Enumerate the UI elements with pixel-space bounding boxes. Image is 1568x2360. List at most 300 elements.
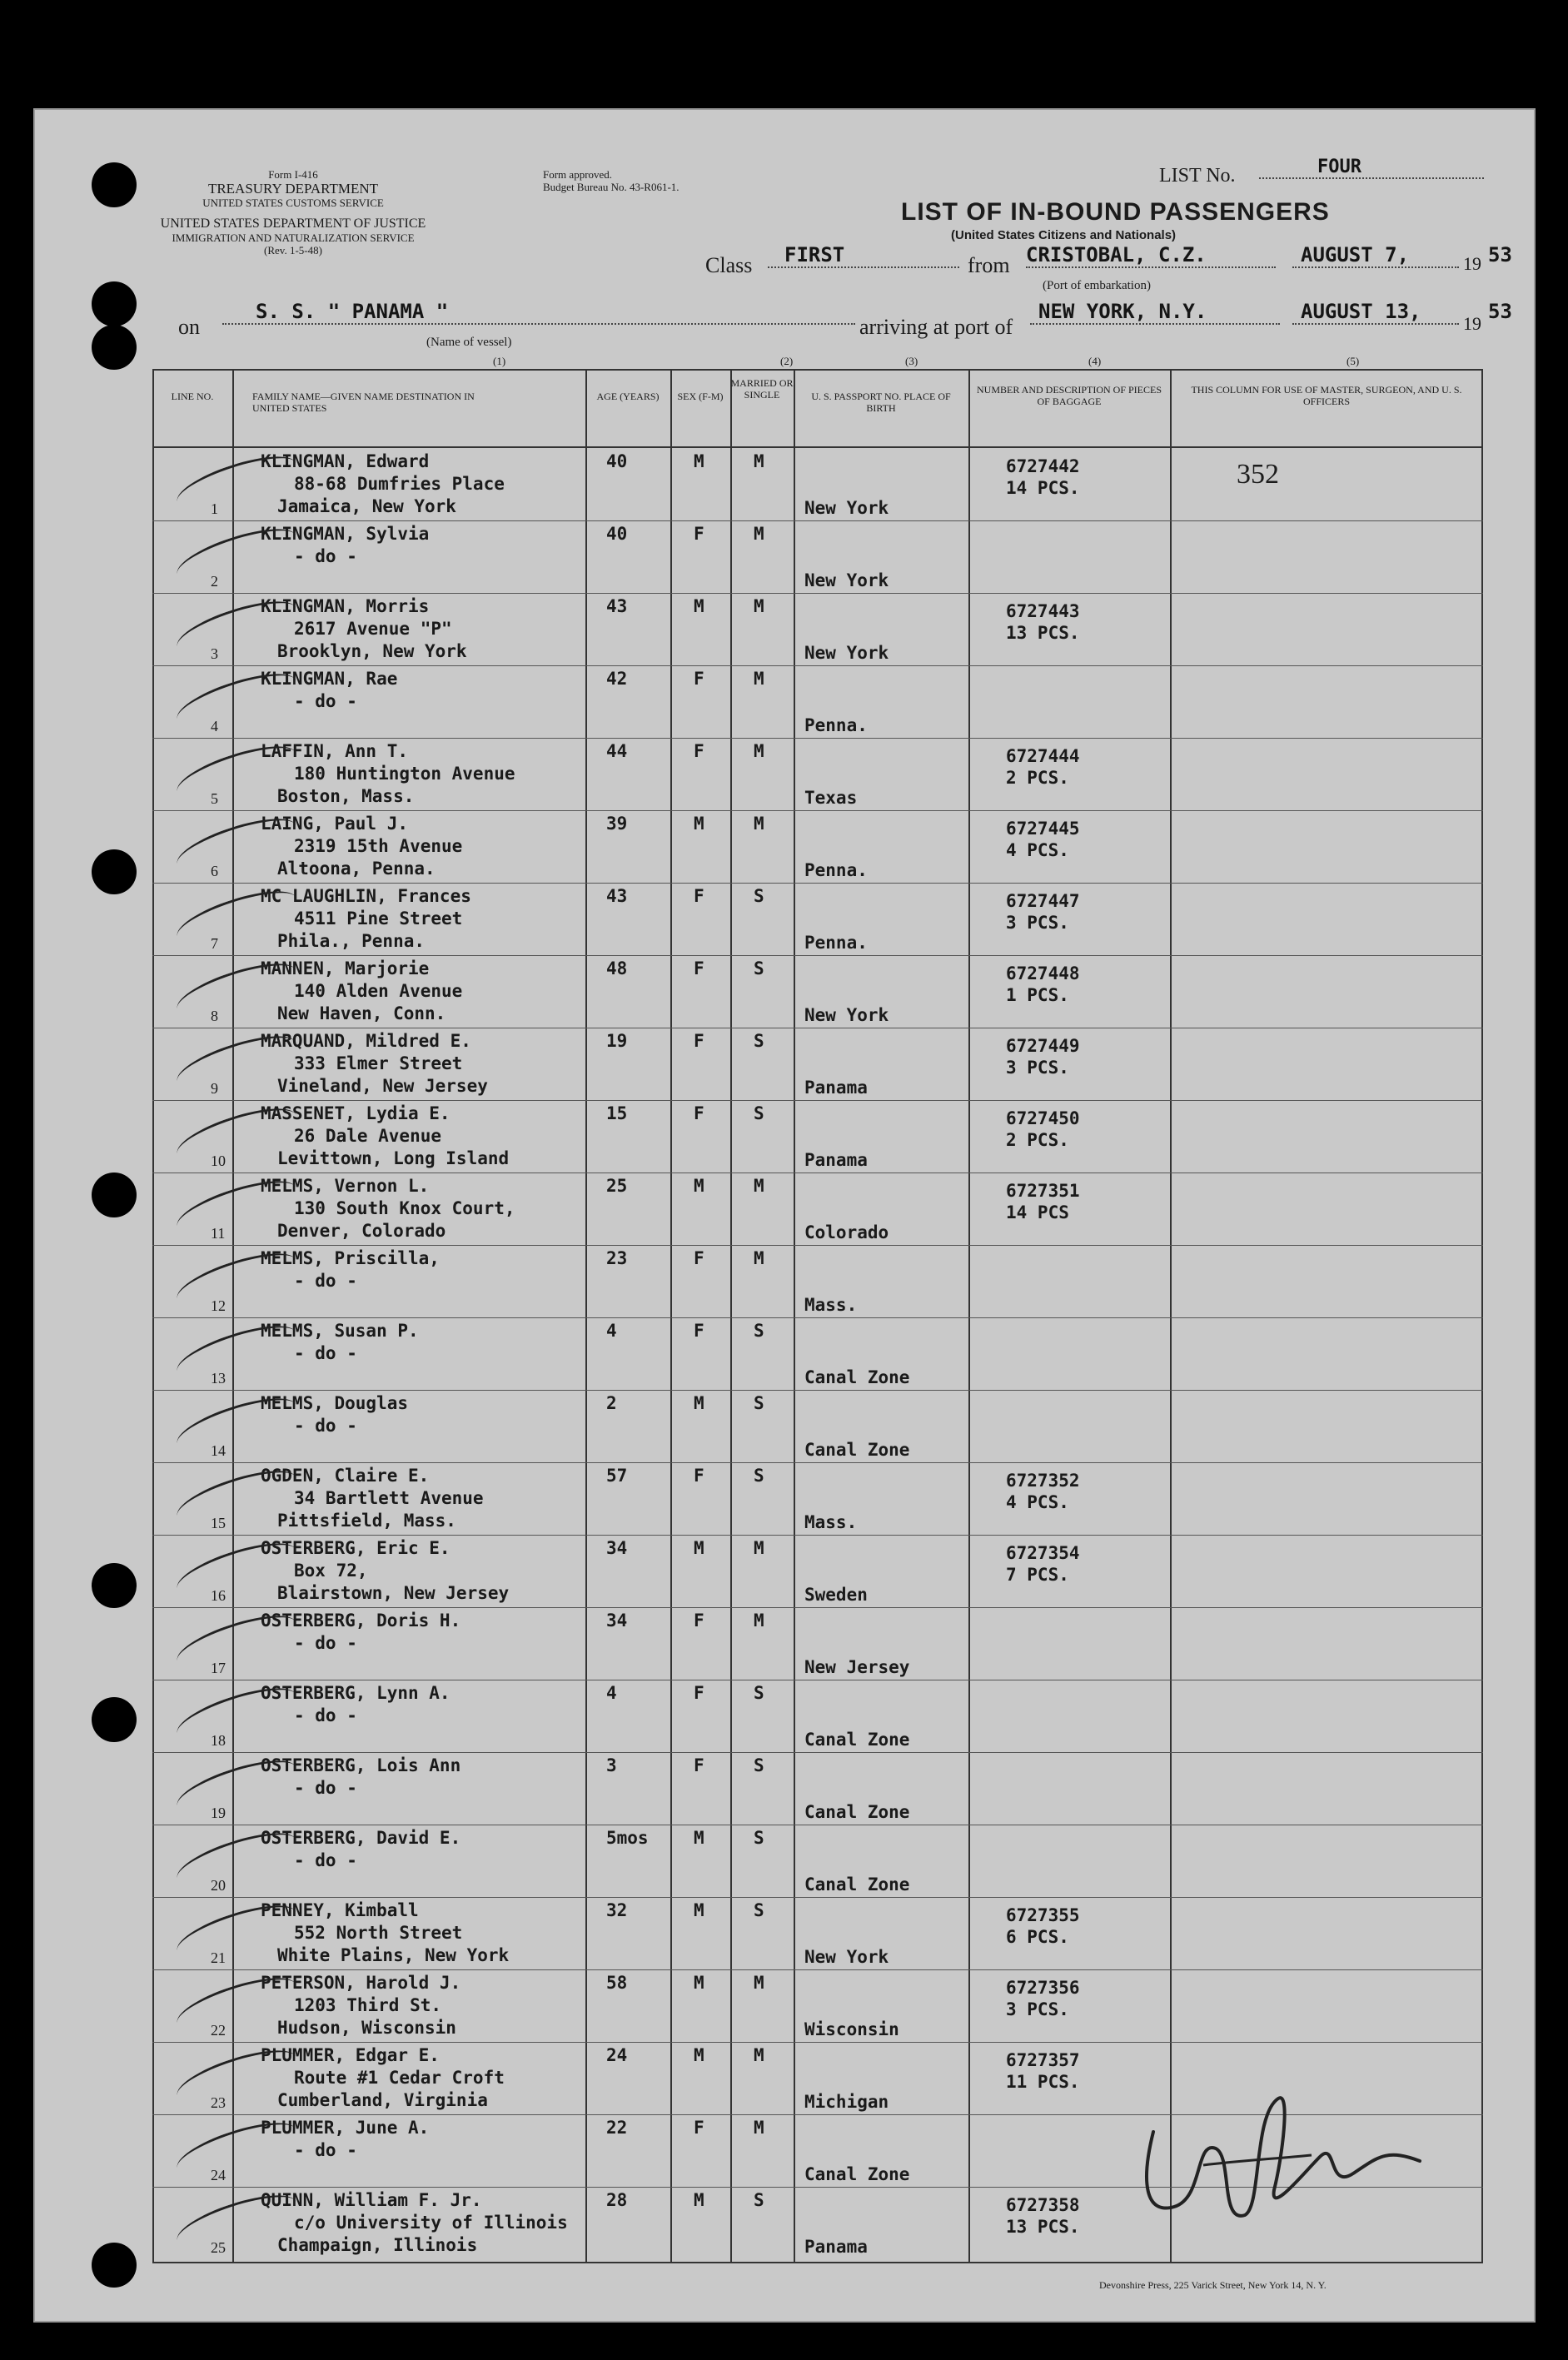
address-line-1: - do - (294, 1850, 357, 1870)
marital-status: M (754, 1176, 764, 1196)
passenger-name: MASSENET, Lydia E. (261, 1103, 450, 1123)
address-line-2: Altoona, Penna. (277, 859, 436, 879)
marital-status: M (754, 524, 764, 544)
header-divider (152, 446, 1483, 448)
place-of-birth: Canal Zone (804, 1875, 910, 1894)
marital-status: S (754, 2190, 764, 2210)
baggage-pieces: 14 PCS (1006, 1202, 1069, 1222)
sex-value: F (694, 1248, 704, 1268)
address-line-1: 2319 15th Avenue (294, 836, 463, 856)
line-number: 22 (211, 2022, 226, 2039)
justice-block (160, 217, 426, 256)
class-value: FIRST (768, 243, 959, 268)
header-baggage: NUMBER AND DESCRIPTION OF PIECES OF BAGGAGE (976, 384, 1162, 407)
passenger-name: MELMS, Priscilla, (261, 1248, 440, 1268)
passenger-name: MELMS, Douglas (261, 1393, 409, 1413)
marital-status: S (754, 1393, 764, 1413)
line-number: 14 (211, 1442, 226, 1459)
page-subtitle: (United States Citizens and Nationals) (951, 228, 1177, 242)
age-value: 34 (606, 1611, 628, 1631)
baggage-number: 6727442 (1006, 456, 1080, 476)
sex-value: F (694, 1755, 704, 1775)
customs-service: UNITED STATES CUSTOMS SERVICE (202, 197, 384, 209)
place-of-birth: New York (804, 643, 889, 663)
col-num-5: (5) (1346, 355, 1360, 367)
address-line-1: 1203 Third St. (294, 1995, 442, 2015)
passenger-name: QUINN, William F. Jr. (261, 2190, 482, 2210)
line-number: 12 (211, 1297, 226, 1314)
marital-status: M (754, 2118, 764, 2138)
passenger-name: OSTERBERG, Doris H. (261, 1611, 461, 1631)
binder-hole (92, 849, 137, 894)
arrival-year-prefix: 19 (1463, 313, 1481, 334)
table-row (152, 521, 1483, 593)
line-number: 6 (211, 863, 218, 879)
address-line-2: White Plains, New York (277, 1945, 510, 1965)
baggage-number: 6727448 (1006, 963, 1080, 983)
marital-status: M (754, 1611, 764, 1631)
baggage-pieces: 3 PCS. (1006, 1999, 1069, 2019)
place-of-birth: Penna. (804, 860, 868, 880)
depart-year: 53 (1488, 243, 1512, 266)
address-line-1: 180 Huntington Avenue (294, 764, 515, 784)
vessel-label: (Name of vessel) (426, 336, 512, 349)
baggage-pieces: 14 PCS. (1006, 478, 1080, 498)
check-mark (172, 664, 301, 736)
passenger-name: KLINGMAN, Rae (261, 669, 398, 689)
line-number: 24 (211, 2167, 226, 2183)
sex-value: M (694, 1176, 704, 1196)
table-row (152, 666, 1483, 738)
marital-status: M (754, 1538, 764, 1558)
sex-value: M (694, 1393, 704, 1413)
list-no-value: FOUR (1259, 157, 1484, 179)
binder-hole (92, 1173, 137, 1217)
baggage-number: 6727443 (1006, 601, 1080, 621)
address-line-1: c/o University of Illinois (294, 2213, 568, 2233)
place-of-birth: Colorado (804, 1222, 889, 1242)
sex-value: M (694, 2190, 704, 2210)
sex-value: F (694, 2118, 704, 2138)
passenger-name: MANNEN, Marjorie (261, 958, 430, 978)
baggage-pieces: 7 PCS. (1006, 1565, 1069, 1585)
line-number: 21 (211, 1949, 226, 1966)
address-line-1: - do - (294, 1705, 357, 1725)
passenger-table (152, 369, 1483, 2263)
passenger-name: OGDEN, Claire E. (261, 1466, 430, 1486)
address-line-1: Route #1 Cedar Croft (294, 2068, 505, 2088)
check-mark (172, 1388, 301, 1461)
address-line-2: Champaign, Illinois (277, 2235, 478, 2255)
line-number: 11 (211, 1225, 226, 1242)
table-row (152, 1970, 1483, 2042)
col-num-2: (2) (780, 355, 794, 367)
marital-status: M (754, 451, 764, 471)
col-num-3: (3) (905, 355, 918, 367)
baggage-pieces: 2 PCS. (1006, 768, 1069, 788)
passenger-name: OSTERBERG, Lois Ann (261, 1755, 461, 1775)
age-value: 4 (606, 1321, 617, 1341)
header-sex: SEX (F-M) (677, 391, 724, 402)
passenger-name: MELMS, Susan P. (261, 1321, 419, 1341)
sex-value: F (694, 1321, 704, 1341)
table-row (152, 1753, 1483, 1825)
address-line-1: - do - (294, 2140, 357, 2160)
list-no-label: LIST No. (1159, 165, 1236, 187)
place-of-birth: New Jersey (804, 1657, 910, 1677)
marital-status: M (754, 1248, 764, 1268)
passenger-name: PLUMMER, June A. (261, 2118, 430, 2138)
address-line-1: 4511 Pine Street (294, 909, 463, 929)
table-row (152, 1825, 1483, 1897)
baggage-number: 6727354 (1006, 1543, 1080, 1563)
place-of-birth: New York (804, 570, 889, 590)
baggage-pieces: 2 PCS. (1006, 1130, 1069, 1150)
binder-hole (92, 281, 137, 326)
line-number: 15 (211, 1515, 226, 1531)
age-value: 15 (606, 1103, 628, 1123)
header-married: MARRIED OR SINGLE (730, 377, 794, 401)
check-mark (172, 519, 301, 591)
marital-status: M (754, 814, 764, 834)
age-value: 44 (606, 741, 628, 761)
table-row (152, 739, 1483, 810)
binder-hole (92, 1697, 137, 1742)
passenger-name: MARQUAND, Mildred E. (261, 1031, 471, 1051)
place-of-birth: Mass. (804, 1295, 858, 1315)
address-line-2: Pittsfield, Mass. (277, 1511, 456, 1531)
address-line-1: - do - (294, 1271, 357, 1291)
sex-value: F (694, 524, 704, 544)
from-value: CRISTOBAL, C.Z. (1026, 243, 1276, 268)
place-of-birth: New York (804, 1947, 889, 1967)
sex-value: M (694, 1828, 704, 1848)
sex-value: F (694, 1031, 704, 1051)
sex-value: M (694, 1973, 704, 1993)
arrival-date: AUGUST 13, (1292, 300, 1459, 325)
line-number: 8 (211, 1008, 218, 1024)
age-value: 19 (606, 1031, 628, 1051)
baggage-number: 6727447 (1006, 891, 1080, 911)
marital-status: S (754, 886, 764, 906)
sex-value: F (694, 1466, 704, 1486)
check-mark (172, 2113, 301, 2185)
baggage-number: 6727444 (1006, 746, 1080, 766)
form-rev: (Rev. 1-5-48) (264, 244, 322, 256)
table-row (152, 1318, 1483, 1390)
binder-hole (92, 2243, 137, 2288)
address-line-1: - do - (294, 1633, 357, 1653)
marital-status: S (754, 1755, 764, 1775)
sex-value: F (694, 958, 704, 978)
table-row (152, 449, 1483, 520)
col-num-4: (4) (1088, 355, 1102, 367)
sex-value: F (694, 741, 704, 761)
baggage-pieces: 13 PCS. (1006, 623, 1080, 643)
sex-value: F (694, 1103, 704, 1123)
table-row (152, 1246, 1483, 1317)
table-row (152, 1536, 1483, 1607)
place-of-birth: Canal Zone (804, 1802, 910, 1822)
line-number: 4 (211, 718, 218, 734)
form-approved: Form approved. (543, 168, 613, 181)
address-line-2: Brooklyn, New York (277, 641, 467, 661)
ins-service: IMMIGRATION AND NATURALIZATION SERVICE (172, 232, 415, 244)
binder-hole (92, 1563, 137, 1608)
sex-value: M (694, 596, 704, 616)
line-number: 9 (211, 1080, 218, 1097)
baggage-pieces: 1 PCS. (1006, 985, 1069, 1005)
line-number: 7 (211, 935, 218, 952)
age-value: 2 (606, 1393, 617, 1413)
depart-date: AUGUST 7, (1292, 243, 1459, 268)
table-row (152, 1173, 1483, 1245)
passenger-name: KLINGMAN, Sylvia (261, 524, 430, 544)
baggage-number: 6727445 (1006, 819, 1080, 839)
place-of-birth: Penna. (804, 715, 868, 735)
place-of-birth: Penna. (804, 933, 868, 953)
address-line-1: - do - (294, 691, 357, 711)
passenger-name: MC LAUGHLIN, Frances (261, 886, 471, 906)
age-value: 43 (606, 596, 628, 616)
header-officers: THIS COLUMN FOR USE OF MASTER, SURGEON, AND U. S. OFFICERS (1191, 384, 1462, 407)
passenger-name: OSTERBERG, Eric E. (261, 1538, 450, 1558)
marital-status: S (754, 1683, 764, 1703)
table-row (152, 1463, 1483, 1535)
age-value: 39 (606, 814, 628, 834)
address-line-1: 130 South Knox Court, (294, 1198, 515, 1218)
address-line-2: Boston, Mass. (277, 786, 415, 806)
place-of-birth: New York (804, 498, 889, 518)
binder-hole (92, 325, 137, 370)
form-identity (168, 168, 418, 209)
age-value: 24 (606, 2045, 628, 2065)
place-of-birth: Canal Zone (804, 1440, 910, 1460)
marital-status: M (754, 596, 764, 616)
line-number: 17 (211, 1660, 226, 1676)
line-number: 3 (211, 645, 218, 662)
baggage-pieces: 11 PCS. (1006, 2072, 1080, 2092)
sex-value: M (694, 451, 704, 471)
age-value: 5mos (606, 1828, 649, 1848)
passenger-name: LAING, Paul J. (261, 814, 409, 834)
passenger-name: LAFFIN, Ann T. (261, 741, 409, 761)
approval-block (543, 168, 679, 193)
line-number: 1 (211, 500, 218, 517)
table-row (152, 594, 1483, 665)
address-line-1: 140 Alden Avenue (294, 981, 463, 1001)
marital-status: S (754, 1031, 764, 1051)
baggage-pieces: 13 PCS. (1006, 2217, 1080, 2237)
baggage-number: 6727449 (1006, 1036, 1080, 1056)
baggage-pieces: 3 PCS. (1006, 913, 1069, 933)
table-row (152, 884, 1483, 955)
table-row (152, 1898, 1483, 1969)
line-number: 23 (211, 2094, 226, 2111)
marital-status: S (754, 1466, 764, 1486)
check-mark (172, 1243, 301, 1316)
marital-status: S (754, 1321, 764, 1341)
header-line-no: LINE NO. (171, 391, 214, 402)
line-number: 19 (211, 1805, 226, 1821)
address-line-1: - do - (294, 1778, 357, 1798)
place-of-birth: Sweden (804, 1585, 868, 1605)
sex-value: M (694, 2045, 704, 2065)
sex-value: M (694, 1538, 704, 1558)
age-value: 58 (606, 1973, 628, 1993)
treasury-dept: TREASURY DEPARTMENT (207, 181, 379, 197)
header-name: FAMILY NAME—GIVEN NAME DESTINATION IN UNITED STATES (252, 391, 475, 414)
age-value: 42 (606, 669, 628, 689)
age-value: 57 (606, 1466, 628, 1486)
address-line-2: Jamaica, New York (277, 496, 456, 516)
class-label: Class (705, 253, 753, 277)
baggage-number: 6727352 (1006, 1471, 1080, 1491)
address-line-1: 333 Elmer Street (294, 1053, 463, 1073)
address-line-1: 552 North Street (294, 1923, 463, 1943)
col-num-1: (1) (493, 355, 506, 367)
officer-note: 352 (1237, 459, 1279, 490)
address-line-1: - do - (294, 546, 357, 566)
table-row (152, 1680, 1483, 1752)
passenger-name: KLINGMAN, Edward (261, 451, 430, 471)
place-of-birth: Wisconsin (804, 2019, 899, 2039)
age-value: 4 (606, 1683, 617, 1703)
age-value: 28 (606, 2190, 628, 2210)
age-value: 40 (606, 524, 628, 544)
address-line-1: 2617 Avenue "P" (294, 619, 452, 639)
place-of-birth: Panama (804, 2237, 868, 2257)
address-line-2: Blairstown, New Jersey (277, 1583, 510, 1603)
baggage-number: 6727351 (1006, 1181, 1080, 1201)
header-passport: U. S. PASSPORT NO. PLACE OF BIRTH (811, 391, 951, 414)
table-row (152, 1101, 1483, 1173)
marital-status: M (754, 741, 764, 761)
table-row (152, 1391, 1483, 1462)
age-value: 23 (606, 1248, 628, 1268)
passenger-name: OSTERBERG, David E. (261, 1828, 461, 1848)
address-line-1: 26 Dale Avenue (294, 1126, 442, 1146)
form-number: Form I-416 (268, 168, 318, 181)
place-of-birth: Canal Zone (804, 1730, 910, 1750)
baggage-pieces: 4 PCS. (1006, 840, 1069, 860)
budget-bureau: Budget Bureau No. 43-R061-1. (543, 181, 679, 193)
justice-dept: UNITED STATES DEPARTMENT OF JUSTICE (160, 217, 426, 231)
place-of-birth: Panama (804, 1150, 868, 1170)
baggage-pieces: 4 PCS. (1006, 1492, 1069, 1512)
baggage-number: 6727355 (1006, 1905, 1080, 1925)
arrival-port: NEW YORK, N.Y. (1030, 300, 1280, 325)
sex-value: F (694, 1683, 704, 1703)
baggage-number: 6727450 (1006, 1108, 1080, 1128)
passenger-name: PENNEY, Kimball (261, 1900, 419, 1920)
place-of-birth: Mass. (804, 1512, 858, 1532)
table-row (152, 1028, 1483, 1100)
arrival-year: 53 (1488, 300, 1512, 323)
age-value: 34 (606, 1538, 628, 1558)
address-line-1: 88-68 Dumfries Place (294, 474, 505, 494)
passenger-name: MELMS, Vernon L. (261, 1176, 430, 1196)
address-line-2: Denver, Colorado (277, 1221, 446, 1241)
place-of-birth: Panama (804, 1078, 868, 1098)
address-line-2: Cumberland, Virginia (277, 2090, 488, 2110)
address-line-1: Box 72, (294, 1561, 368, 1581)
on-label: on (178, 315, 200, 339)
printer-credit: Devonshire Press, 225 Varick Street, New York 14, N. Y. (1099, 2279, 1327, 2291)
line-number: 2 (211, 573, 218, 590)
passenger-name: KLINGMAN, Morris (261, 596, 430, 616)
line-number: 10 (211, 1153, 226, 1169)
address-line-2: Phila., Penna. (277, 931, 426, 951)
age-value: 48 (606, 958, 628, 978)
baggage-pieces: 6 PCS. (1006, 1927, 1069, 1947)
address-line-2: Hudson, Wisconsin (277, 2018, 456, 2038)
depart-year-prefix: 19 (1463, 253, 1481, 274)
sex-value: M (694, 814, 704, 834)
place-of-birth: Canal Zone (804, 2164, 910, 2184)
line-number: 20 (211, 1877, 226, 1894)
address-line-1: - do - (294, 1343, 357, 1363)
check-mark (172, 1606, 301, 1678)
sex-value: F (694, 886, 704, 906)
age-value: 3 (606, 1755, 617, 1775)
from-label: from (968, 253, 1010, 277)
baggage-number: 6727358 (1006, 2195, 1080, 2215)
line-number: 16 (211, 1587, 226, 1604)
place-of-birth: Texas (804, 788, 858, 808)
marital-status: S (754, 1900, 764, 1920)
page-title: LIST OF IN-BOUND PASSENGERS (901, 198, 1330, 226)
header-age: AGE (YEARS) (596, 391, 660, 402)
baggage-number: 6727357 (1006, 2050, 1080, 2070)
officer-signature (1137, 2082, 1445, 2248)
line-number: 25 (211, 2239, 226, 2256)
marital-status: M (754, 669, 764, 689)
table-row (152, 811, 1483, 883)
marital-status: M (754, 1973, 764, 1993)
address-line-1: - do - (294, 1416, 357, 1436)
marital-status: S (754, 958, 764, 978)
sex-value: F (694, 1611, 704, 1631)
line-number: 13 (211, 1370, 226, 1387)
embark-label: (Port of embarkation) (1043, 279, 1151, 292)
place-of-birth: Canal Zone (804, 1367, 910, 1387)
age-value: 22 (606, 2118, 628, 2138)
table-row (152, 1608, 1483, 1680)
check-mark (172, 1823, 301, 1895)
address-line-2: Vineland, New Jersey (277, 1076, 488, 1096)
marital-status: M (754, 2045, 764, 2065)
address-line-1: 34 Bartlett Avenue (294, 1488, 484, 1508)
check-mark (172, 1316, 301, 1388)
table-row (152, 956, 1483, 1028)
line-number: 5 (211, 790, 218, 807)
check-mark (172, 1750, 301, 1823)
binder-hole (92, 162, 137, 207)
line-number: 18 (211, 1732, 226, 1749)
marital-status: S (754, 1103, 764, 1123)
baggage-number: 6727356 (1006, 1978, 1080, 1998)
age-value: 43 (606, 886, 628, 906)
place-of-birth: New York (804, 1005, 889, 1025)
baggage-pieces: 3 PCS. (1006, 1058, 1069, 1078)
address-line-2: New Haven, Conn. (277, 1003, 446, 1023)
marital-status: S (754, 1828, 764, 1848)
age-value: 32 (606, 1900, 628, 1920)
arriving-label: arriving at port of (859, 315, 1013, 339)
age-value: 25 (606, 1176, 628, 1196)
sex-value: F (694, 669, 704, 689)
